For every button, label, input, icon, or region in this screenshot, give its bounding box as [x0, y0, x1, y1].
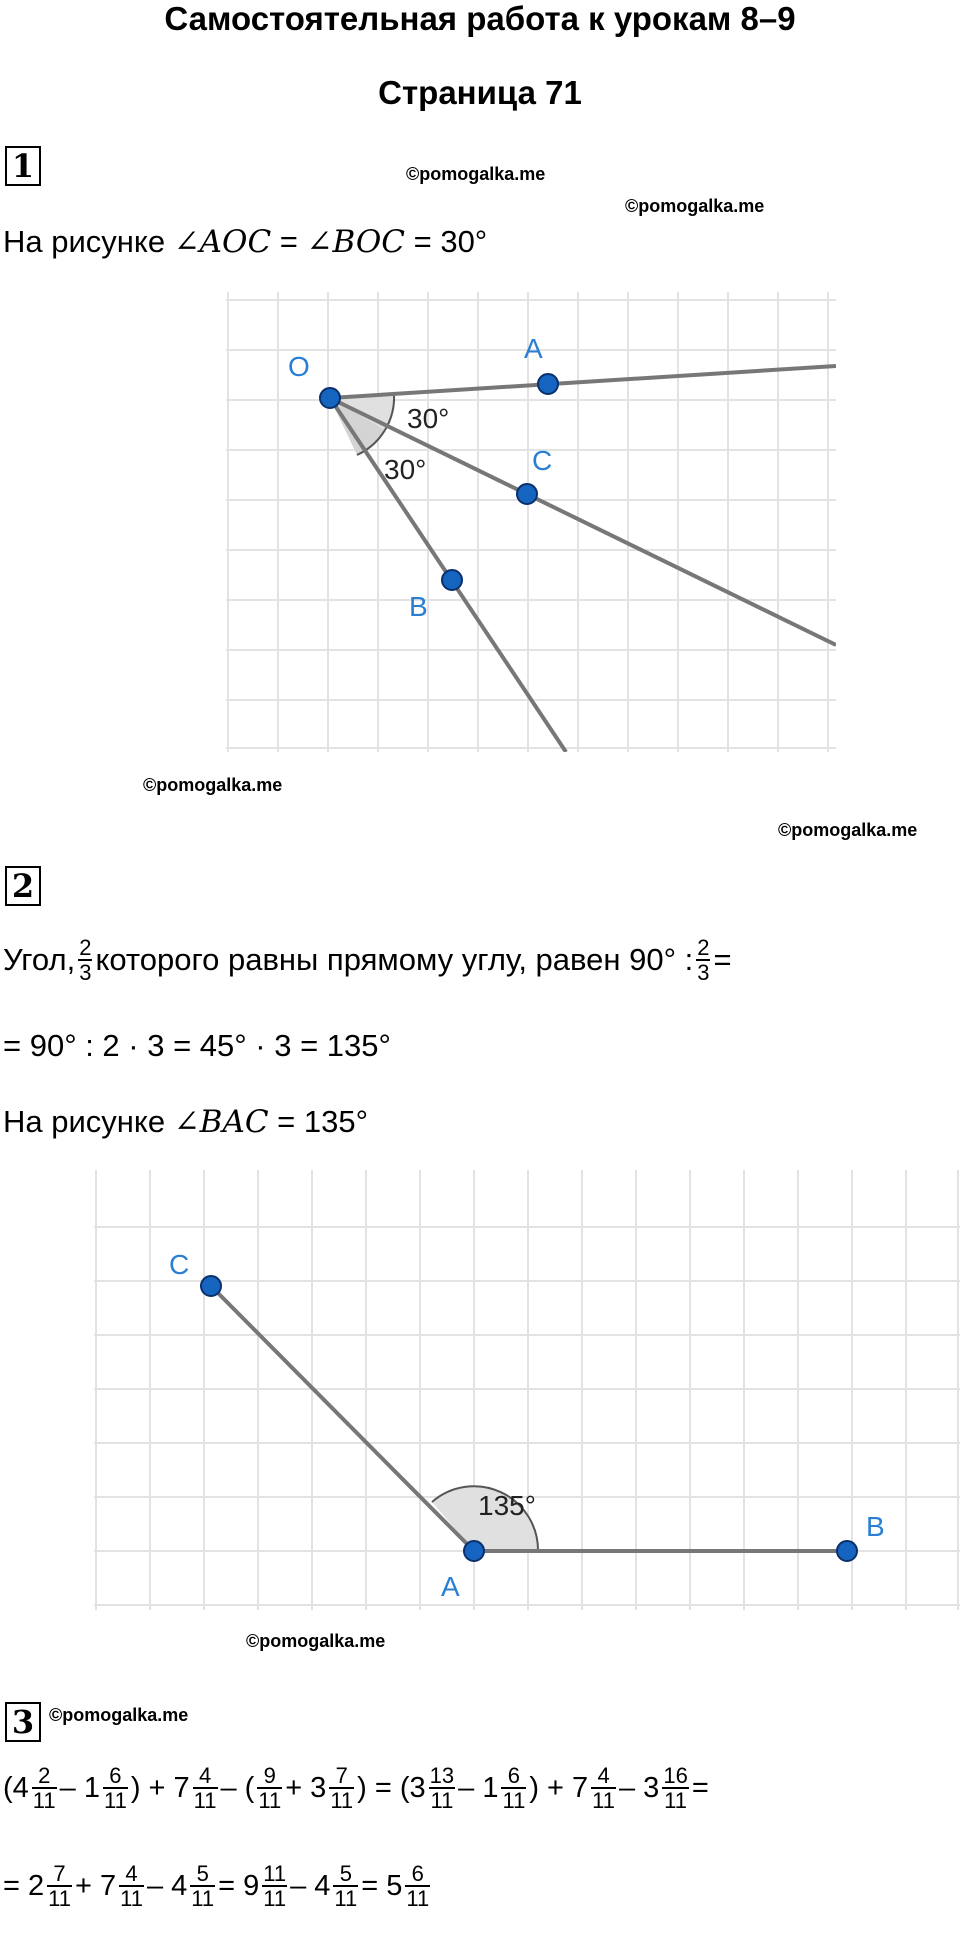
watermark: ©pomogalka.me	[49, 1705, 189, 1725]
page-subtitle: Страница 71	[378, 74, 582, 111]
fraction: $\frac{13}{11}$	[429, 1762, 455, 1813]
angle-bac: ∠BAC	[173, 1104, 269, 1140]
task3-line2: = 2 $\frac{7}{11}$ + 7 $\frac{4}{11}$ – 4 $\frac{5}{11}$ = 9 $\frac{11}{11}$ – 4 $\frac{5}{11}$ = 5 $\frac{6}{11}$	[3, 1860, 430, 1911]
fraction: $\frac{9}{11}$	[258, 1762, 282, 1813]
fraction: $\frac{5}{11}$	[334, 1860, 358, 1911]
task-number-1: 1	[5, 146, 41, 186]
label-a: A	[441, 1571, 460, 1602]
task-number-2: 2	[5, 866, 41, 906]
task2-line1: Угол, $\frac{2}{3}$ которого равны прямому углу, равен 90° : $\frac{2}{3}$ =	[3, 935, 732, 986]
fraction: $\frac{6}{11}$	[103, 1762, 127, 1813]
watermark: ©pomogalka.me	[625, 196, 765, 216]
page-title: Самостоятельная работа к урокам 8–9	[164, 0, 796, 37]
task-number-3: 3	[5, 1702, 41, 1742]
angle-label-30-aoc: 30°	[407, 403, 450, 434]
angle-boc: ∠BOC	[306, 224, 405, 260]
task3-line1: (4 $\frac{2}{11}$ – 1 $\frac{6}{11}$ ) + 7 $\frac{4}{11}$ – ( $\frac{9}{11}$ + 3 $\frac{7}{11}$ ) = (3 $\frac{13}{11}$ – 1 $\frac{6}{11}$ ) + 7 $\frac{4}{11}$ – 3 $\frac{16}{11}$ =	[3, 1762, 709, 1813]
fraction-two-thirds: $\frac{2}{3}$	[697, 935, 710, 986]
fraction: $\frac{4}{11}$	[120, 1860, 143, 1911]
fraction: $\frac{7}{11}$	[48, 1860, 71, 1911]
fraction: $\frac{16}{11}$	[663, 1762, 688, 1813]
angle-label-30-boc: 30°	[384, 454, 427, 485]
label-c: C	[169, 1249, 190, 1280]
fraction: $\frac{6}{11}$	[406, 1860, 430, 1911]
watermark: ©pomogalka.me	[246, 1631, 386, 1651]
watermark: ©pomogalka.me	[778, 820, 918, 840]
watermark: ©pomogalka.me	[406, 164, 546, 184]
fraction: $\frac{4}{11}$	[193, 1762, 217, 1813]
label-c: C	[532, 445, 553, 476]
figure-1-angles	[226, 292, 836, 752]
fraction: $\frac{6}{11}$	[502, 1762, 526, 1813]
label-b: B	[866, 1511, 885, 1542]
point-o	[320, 388, 340, 408]
point-c	[201, 1276, 221, 1296]
watermark: ©pomogalka.me	[143, 775, 283, 795]
point-c	[517, 484, 537, 504]
point-a	[464, 1541, 484, 1561]
figure-2-angle	[94, 1170, 960, 1610]
fraction: $\frac{7}{11}$	[330, 1762, 354, 1813]
ray-oa	[330, 366, 836, 398]
point-b	[442, 570, 462, 590]
angle-aoc: ∠AOC	[173, 224, 272, 260]
point-a	[538, 374, 558, 394]
angle-label-135: 135°	[478, 1490, 536, 1521]
label-a: A	[524, 333, 543, 364]
task2-line3: На рисунке ∠BAC = 135°	[3, 1104, 369, 1140]
fraction-two-thirds: $\frac{2}{3}$	[79, 935, 92, 986]
task1-statement: На рисунке ∠AOC = ∠BOC = 30°	[3, 224, 488, 260]
task2-line2: = 90° : 2 · 3 = 45° · 3 = 135°	[3, 1028, 391, 1063]
fraction: $\frac{4}{11}$	[592, 1762, 615, 1813]
label-b: B	[409, 591, 428, 622]
fraction: $\frac{2}{11}$	[32, 1762, 56, 1813]
fraction: $\frac{11}{11}$	[263, 1860, 287, 1911]
ray-oc	[330, 398, 836, 645]
fraction: $\frac{5}{11}$	[191, 1860, 215, 1911]
label-o: O	[288, 351, 310, 382]
ray-ac	[211, 1286, 474, 1551]
point-b	[837, 1541, 857, 1561]
